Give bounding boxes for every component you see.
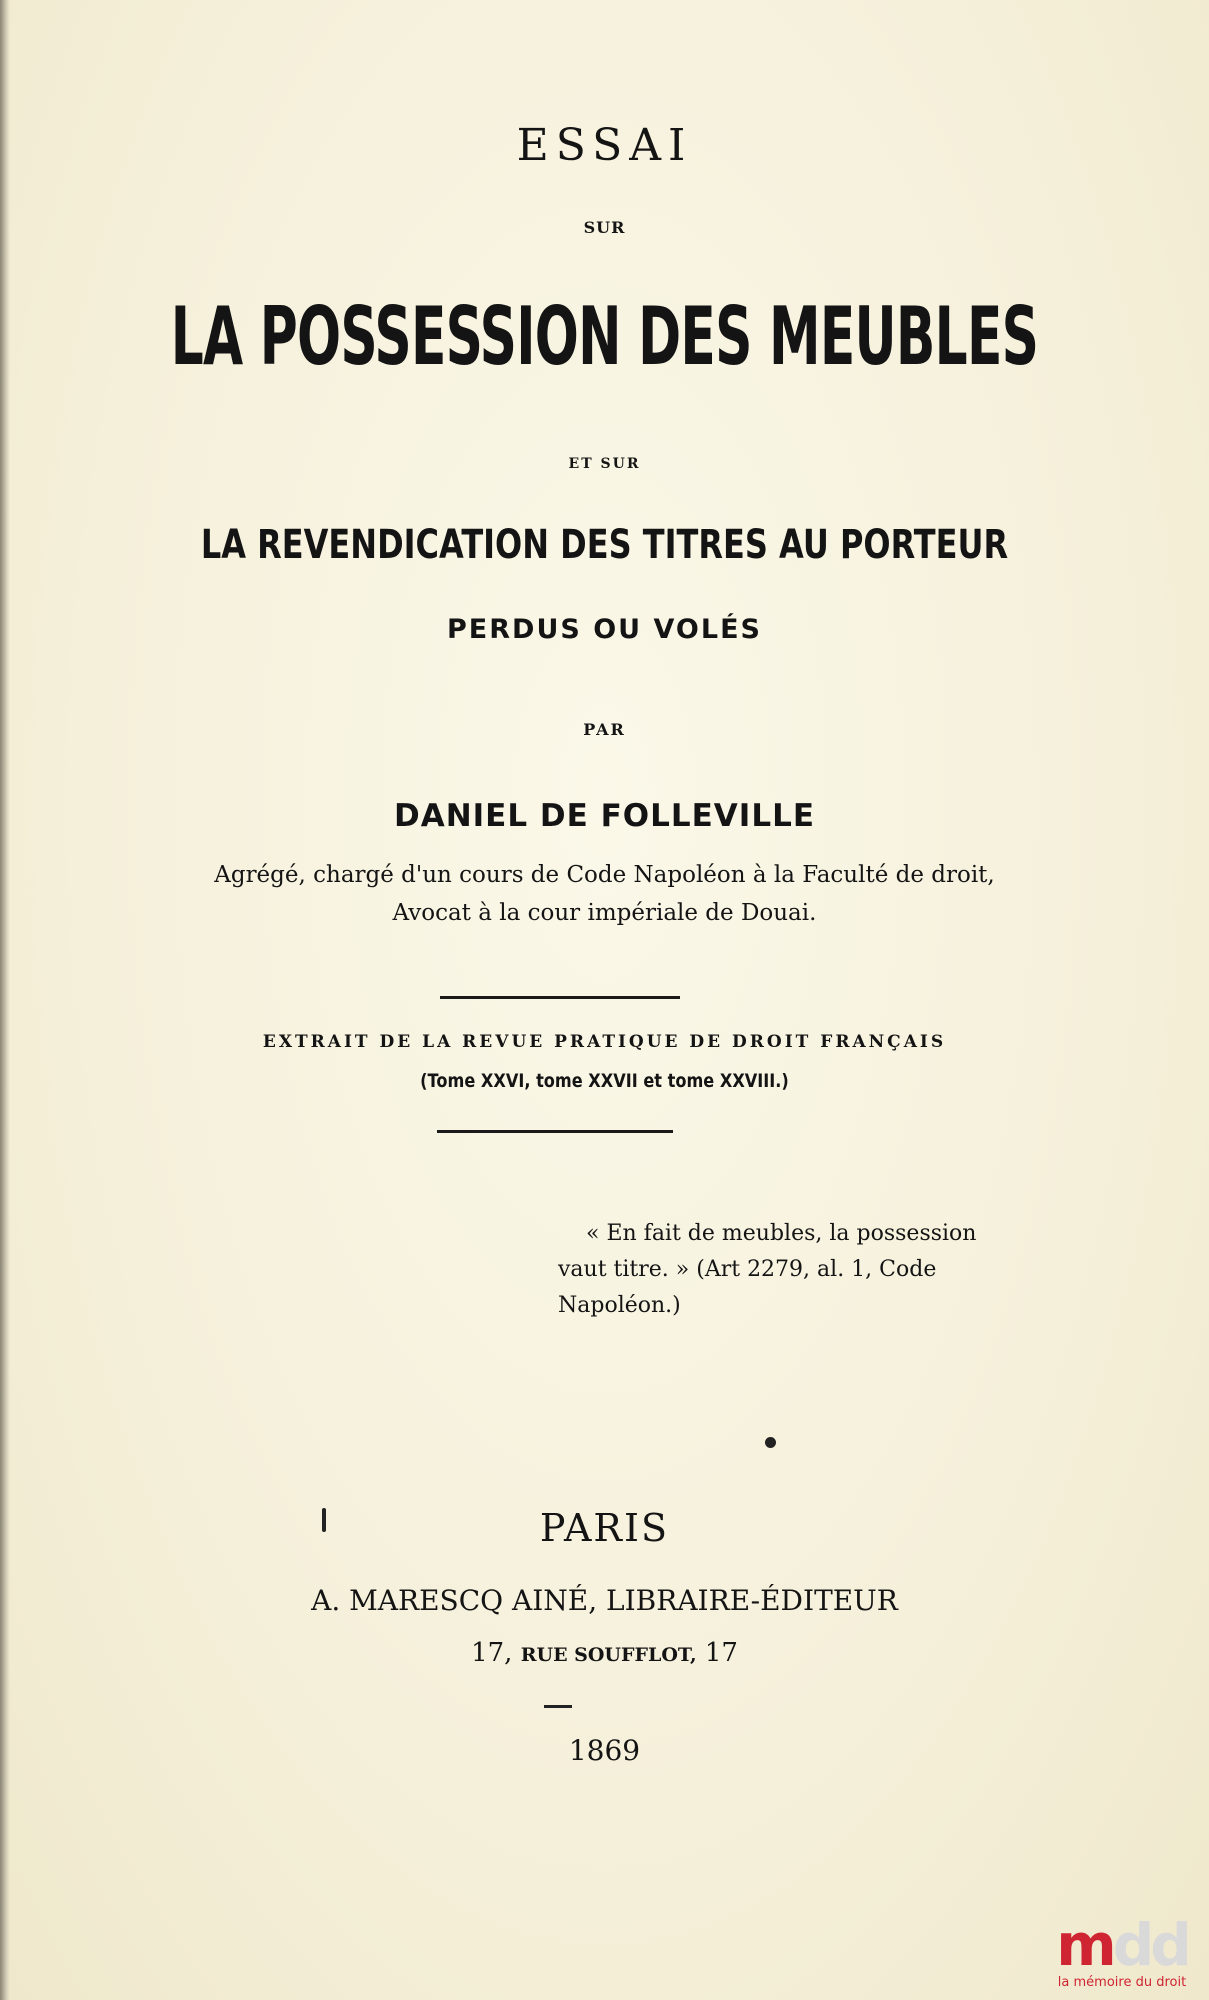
imprint-year: 1869 — [568, 1734, 641, 1767]
epigraph — [558, 1216, 1018, 1324]
imprint-city: PARIS — [539, 1506, 670, 1550]
divider-bottom — [437, 1130, 673, 1133]
address-number-1: 17, — [471, 1638, 513, 1668]
essai-heading: ESSAI — [516, 120, 693, 171]
mdd-logo-icon — [1047, 1911, 1197, 1979]
sur-connector: SUR — [583, 218, 626, 237]
subtitle-continuation: PERDUS OU VOLÉS — [447, 614, 762, 645]
page-binding-edge — [0, 0, 10, 2000]
ink-speck — [765, 1437, 776, 1448]
epigraph-line-3: Napoléon.) — [558, 1293, 681, 1318]
epigraph-line-2: vaut titre. » (Art 2279, al. 1, Code — [558, 1257, 937, 1282]
main-title: LA POSSESSION DES MEUBLES — [170, 290, 1039, 383]
et-sur-connector: ET SUR — [568, 456, 641, 472]
epigraph-line-1: « En fait de meubles, la possession — [586, 1221, 977, 1246]
subtitle: LA REVENDICATION DES TITRES AU PORTEUR — [200, 522, 1009, 568]
author-credential-2: Avocat à la cour impériale de Douai. — [392, 900, 817, 926]
address-street: RUE SOUFFLOT, — [520, 1644, 697, 1666]
divider-top — [440, 996, 680, 999]
extract-volumes: (Tome XXVI, tome XXVII et tome XXVIII.) — [420, 1070, 789, 1092]
imprint-dash — [544, 1705, 572, 1708]
address-number-2: 17 — [704, 1638, 738, 1668]
logo-dd: dd — [1112, 1911, 1188, 1979]
author-name: DANIEL DE FOLLEVILLE — [393, 798, 816, 834]
par-connector: PAR — [583, 720, 626, 739]
author-credential-1: Agrégé, chargé d'un cours de Code Napoléon à la Faculté de droit, — [214, 862, 995, 888]
logo-tagline: la mémoire du droit — [1057, 1975, 1187, 1990]
imprint-publisher: A. MARESCQ AINÉ, LIBRAIRE-ÉDITEUR — [311, 1584, 898, 1617]
imprint-address — [0, 1638, 1209, 1668]
mdd-watermark-logo — [1047, 1911, 1197, 1990]
extract-source: EXTRAIT DE LA REVUE PRATIQUE DE DROIT FRANÇAIS — [262, 1032, 947, 1052]
logo-m: m — [1056, 1911, 1113, 1979]
